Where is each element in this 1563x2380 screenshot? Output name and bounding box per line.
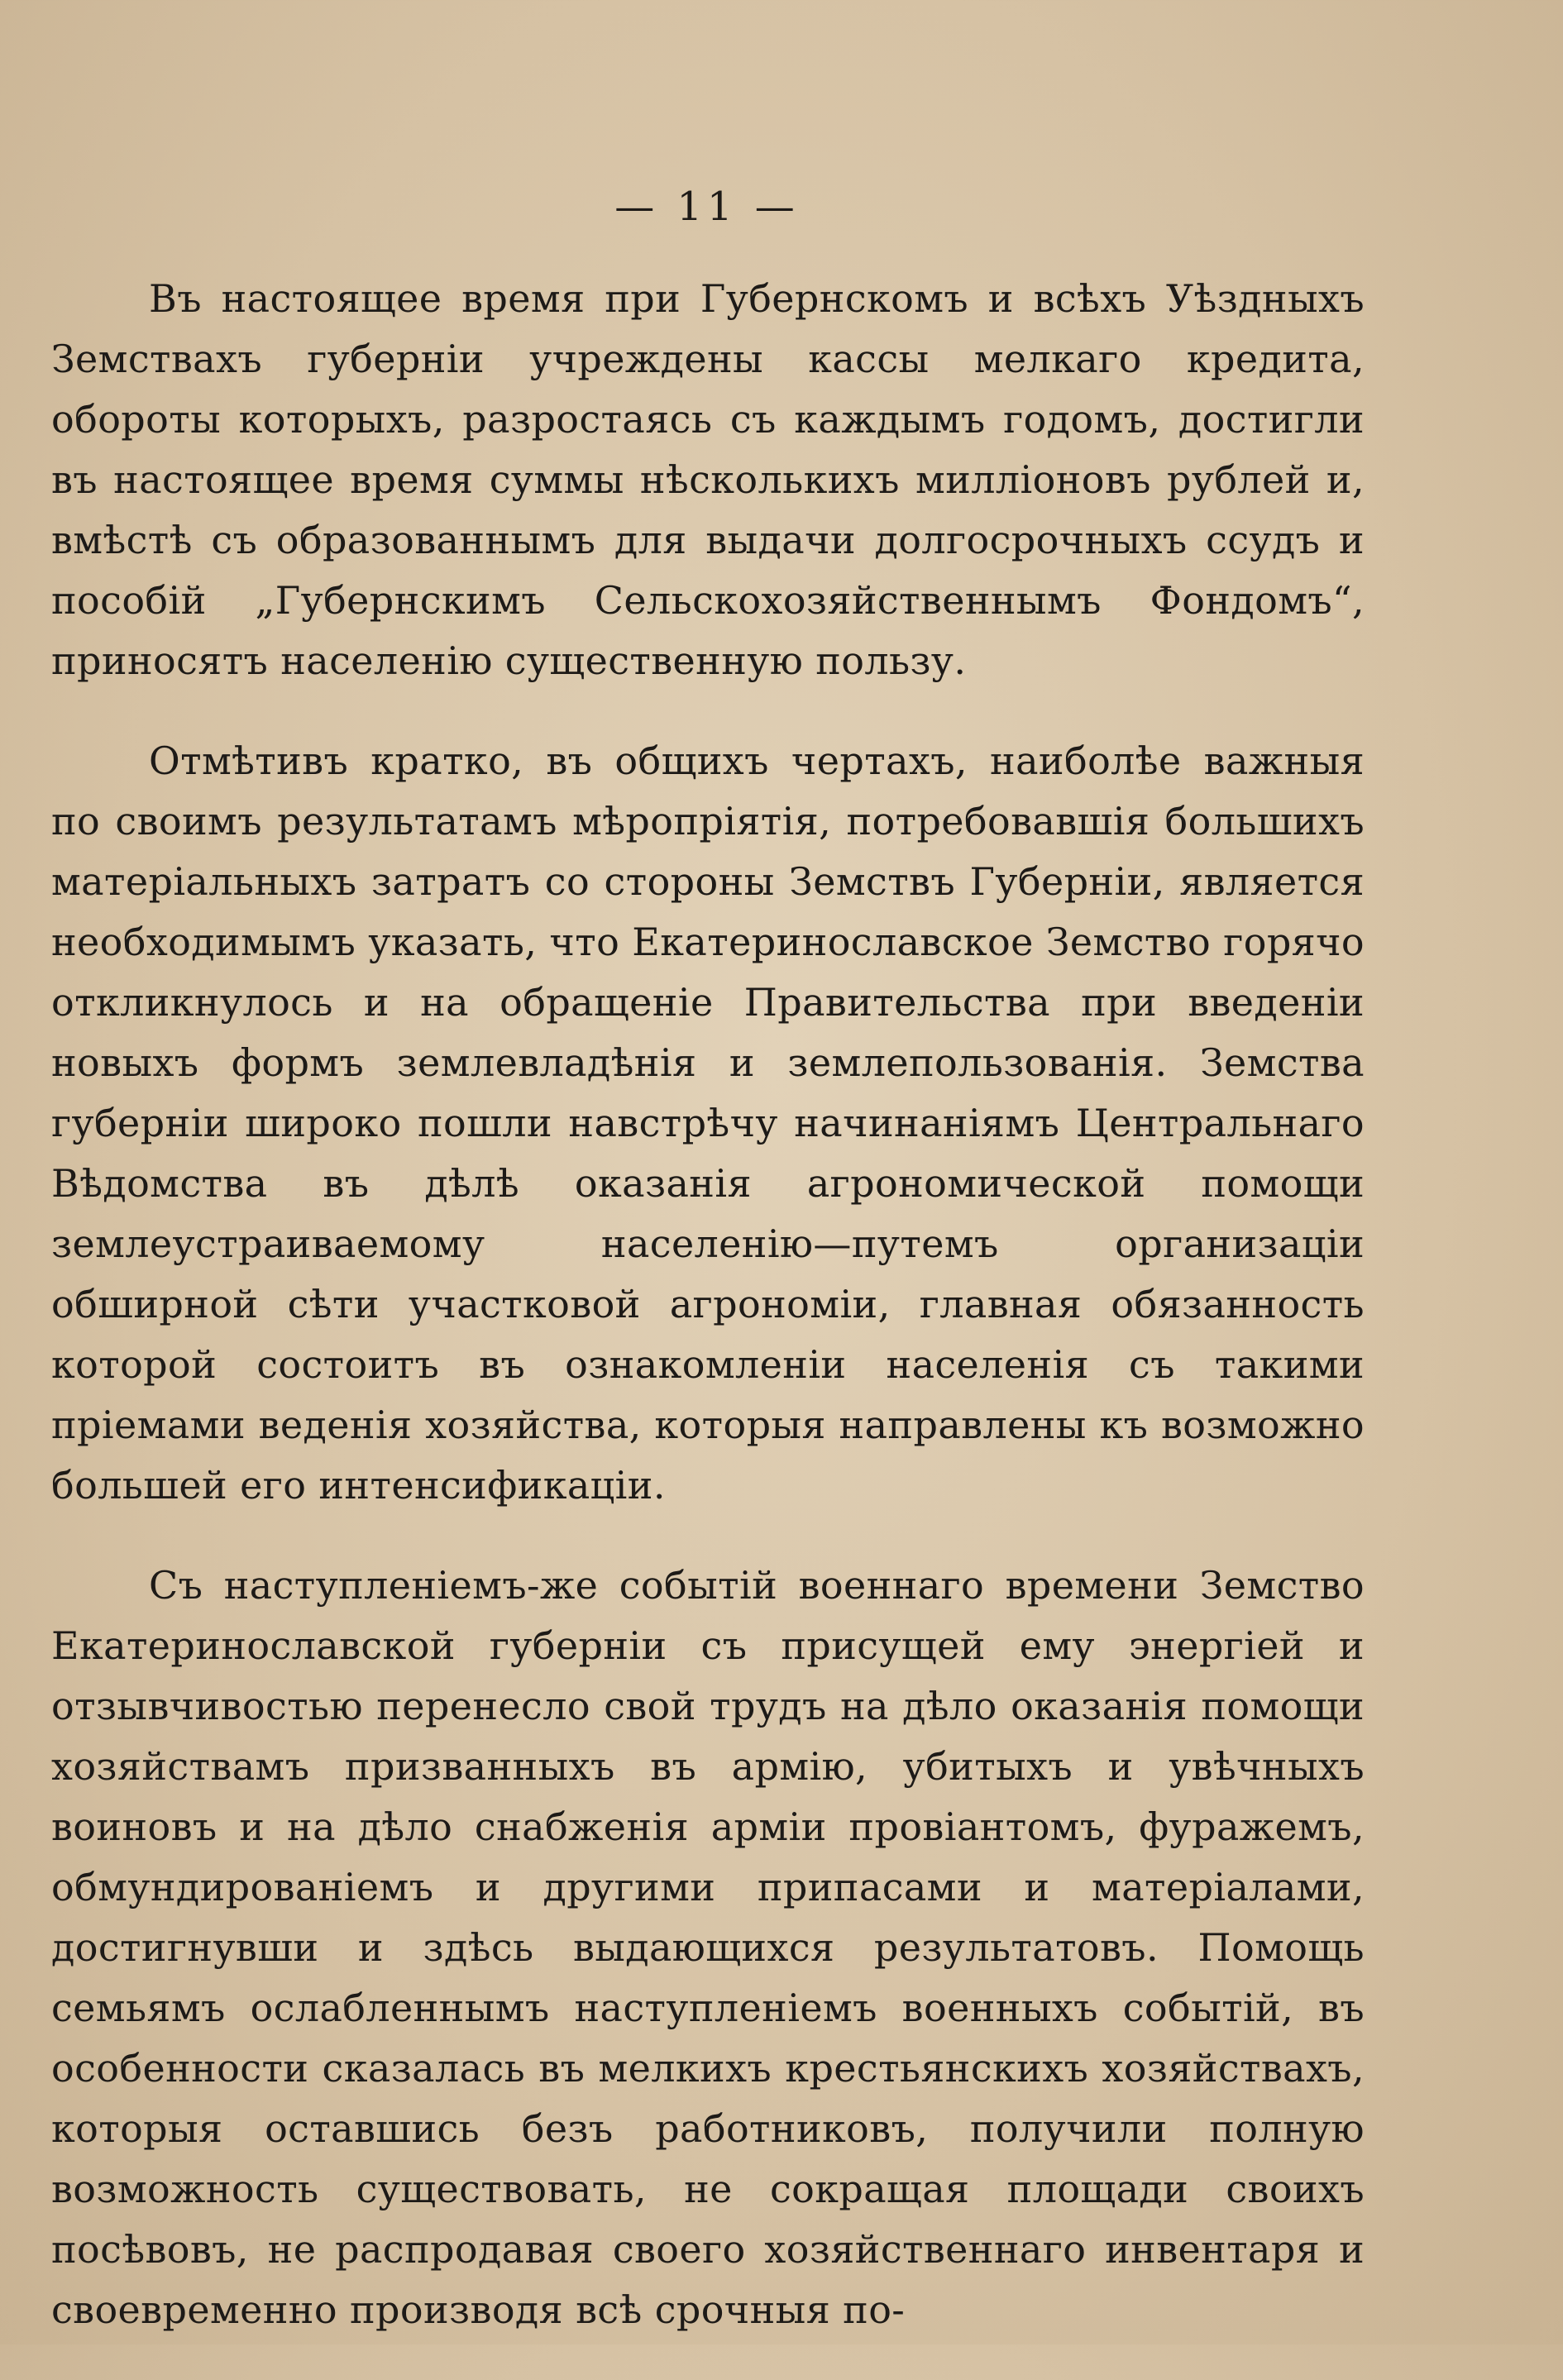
body-text — [51, 269, 1365, 2380]
paragraph-2: Отмѣтивъ кратко, въ общихъ чертахъ, наиболѣе важныя по своимъ результатамъ мѣропріятія, потребовавшія большихъ матеріальныхъ затратъ со стороны Земствъ Губерніи, является необходимымъ указать, что Екатеринославское Земство горячо откликнулось и на обращеніе Правительства при введеніи новыхъ формъ землевладѣнія и землепользованія. Земства губерніи широко пошли навстрѣчу начинаніямъ Центральнаго Вѣдомства въ дѣлѣ оказанія агрономической помощи землеустраиваемому населенію—путемъ организаціи обширной сѣти участковой агрономіи, главная обязанность которой состоитъ въ ознакомленіи населенія съ такими пріемами веденія хозяйства, которыя направлены къ возможно большей его интенсификаціи. — [51, 738, 1365, 1508]
paragraph-1: Въ настоящее время при Губернскомъ и всѣхъ Уѣздныхъ Земствахъ губерніи учреждены кассы мелкаго кредита, обороты которыхъ, разростаясь съ каждымъ годомъ, достигли въ настоящее время суммы нѣсколькихъ милліоновъ рублей и, вмѣстѣ съ образованнымъ для выдачи долгосрочныхъ ссудъ и пособій „Губернскимъ Сельскохозяйственнымъ Фондомъ“, приносятъ населенію существенную пользу. — [51, 276, 1365, 683]
paragraph-3: Съ наступленіемъ-же событій военнаго времени Земство Екатеринославской губерніи съ присущей ему энергіей и отзывчивостью перенесло свой трудъ на дѣло оказанія помощи хозяйствамъ призванныхъ въ армію, убитыхъ и увѣчныхъ воиновъ и на дѣло снабженія арміи провіантомъ, фуражемъ, обмундированіемъ и другими припасами и матеріалами, достигнувши и здѣсь выдающихся результатовъ. Помощь семьямъ ослабленнымъ наступленіемъ военныхъ событій, въ особенности сказалась въ мелкихъ крестьянскихъ хозяйствахъ, которыя оставшись безъ работниковъ, получили полную возможность существовать, не сокращая площади своихъ посѣвовъ, не распродавая своего хозяйственнаго инвентаря и своевременно производя всѣ срочныя по- — [51, 1563, 1365, 2332]
page-number: — 11 — — [614, 184, 800, 230]
